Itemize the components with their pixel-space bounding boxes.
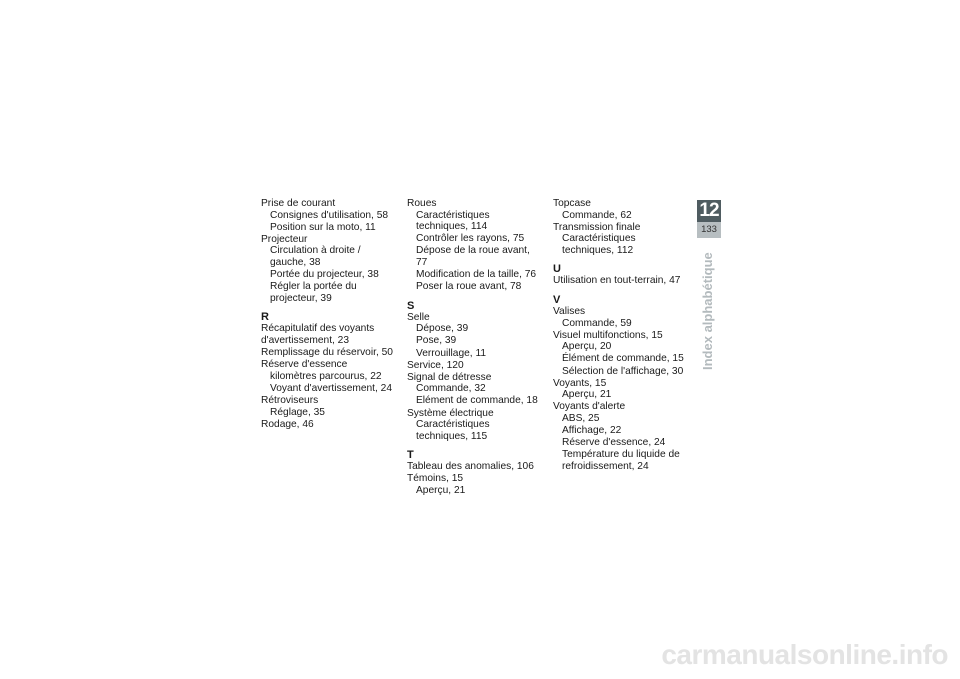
section-side-title: Index alphabétique [700, 252, 715, 370]
index-subentry: Affichage, 22 [562, 425, 622, 436]
index-subentry: Caractéristiques techniques, 114 [416, 209, 490, 233]
index-entry [261, 198, 396, 233]
index-subentry: Élément de commande, 15 [562, 353, 684, 365]
index-subentry: Pose, 39 [416, 335, 457, 347]
index-subentry: Caractéristiques techniques, 112 [562, 233, 636, 256]
index-entry-title: Récapitulatif des voyants d'avertissement, 23 [261, 323, 375, 346]
index-entry-title: Tableau des anomalies, 106 [407, 461, 534, 473]
index-subentry: Caractéristiques techniques, 115 [416, 419, 490, 442]
index-subentry: Elément de commande, 18 [416, 395, 538, 407]
index-subentry: Réglage, 35 [270, 406, 325, 418]
index-entry-title: Roues [407, 198, 437, 209]
index-entry [407, 408, 542, 443]
index-subentry: Aperçu, 21 [416, 484, 466, 496]
index-subentry: kilomètres parcourus, 22 [270, 370, 382, 382]
index-column-2 [407, 198, 542, 497]
index-entry-title: Voyants d'alerte [553, 401, 626, 413]
index-entry-title: Témoins, 15 [407, 473, 464, 485]
index-entry-title: Topcase [553, 198, 591, 209]
index-subentry: Commande, 32 [416, 383, 486, 395]
index-entry [261, 419, 396, 431]
index-entry [407, 461, 542, 473]
index-subentry: Réserve d'essence, 24 [562, 437, 666, 449]
index-entry-title: Projecteur [261, 233, 308, 245]
index-subentry: Voyant d'avertissement, 24 [270, 382, 393, 394]
index-subentry: Régler la portée du projecteur, 39 [270, 281, 357, 304]
index-subentry: Consignes d'utilisation, 58 [270, 209, 389, 221]
watermark-text: carmanualsonline.info [661, 639, 948, 670]
index-entry [407, 473, 542, 496]
index-subentry: Aperçu, 21 [562, 389, 612, 401]
index-entry [553, 198, 688, 221]
index-entry [261, 323, 396, 346]
page-number: 133 [701, 224, 717, 235]
index-column-1 [261, 198, 396, 431]
index-entry [553, 401, 688, 472]
index-entry-title: Service, 120 [407, 359, 464, 371]
index-entry-title: Remplissage du réservoir, 50 [261, 347, 393, 359]
chapter-badge [697, 200, 721, 238]
index-letter-heading: T [407, 449, 414, 462]
index-entry [261, 395, 396, 418]
index-subentry: Température du liquide de refroidissement, 24 [562, 449, 680, 472]
index-subentry: Modification de la taille, 76 [416, 269, 537, 281]
index-letter-heading: S [407, 299, 415, 312]
index-entry [407, 198, 542, 293]
index-entry [407, 360, 542, 372]
index-entry-title: Valises [553, 306, 586, 318]
index-entry [261, 347, 396, 359]
index-entry [261, 234, 396, 305]
index-letter-heading: U [553, 263, 561, 276]
chapter-number: 12 [699, 200, 719, 221]
index-subentry: Portée du projecteur, 38 [270, 269, 379, 281]
index-entry-title: Utilisation en tout-terrain, 47 [553, 275, 681, 287]
index-entry [553, 330, 688, 377]
index-subentry: Contrôler les rayons, 75 [416, 233, 525, 245]
index-letter-heading: V [553, 294, 561, 307]
index-entry [553, 306, 688, 329]
index-column-3 [553, 198, 688, 473]
index-subentry: ABS, 25 [562, 412, 600, 424]
index-subentry: Circulation à droite / gauche, 38 [270, 245, 361, 268]
index-entry-title: Voyants, 15 [553, 377, 607, 389]
index-entry-title: Réserve d'essence [261, 359, 348, 371]
index-entry [407, 312, 542, 359]
index-subentry: Dépose, 39 [416, 323, 469, 335]
index-subentry: Aperçu, 20 [562, 341, 612, 353]
index-entry-title: Système électrique [407, 407, 494, 419]
index-entry-title: Selle [407, 311, 430, 323]
index-entry-title: Rodage, 46 [261, 418, 314, 430]
index-entry-title: Rétroviseurs [261, 394, 319, 406]
index-subentry: Position sur la moto, 11 [270, 221, 376, 233]
index-entry [407, 372, 542, 407]
index-subentry: Commande, 62 [562, 209, 632, 221]
index-entry [553, 222, 688, 257]
index-subentry: Commande, 59 [562, 317, 632, 329]
index-entry [553, 378, 688, 401]
index-subentry: Sélection de l'affichage, 30 [562, 365, 684, 377]
index-entry-title: Signal de détresse [407, 371, 492, 383]
index-letter-heading: R [261, 311, 269, 324]
index-entry [553, 275, 688, 287]
index-entry [261, 359, 396, 394]
index-entry-title: Prise de courant [261, 198, 336, 209]
index-subentry: Verrouillage, 11 [416, 347, 487, 359]
index-subentry: Dépose de la roue avant, 77 [416, 245, 530, 268]
index-entry-title: Transmission finale [553, 221, 641, 233]
index-subentry: Poser la roue avant, 78 [416, 281, 522, 293]
index-entry-title: Visuel multifonctions, 15 [553, 329, 663, 341]
